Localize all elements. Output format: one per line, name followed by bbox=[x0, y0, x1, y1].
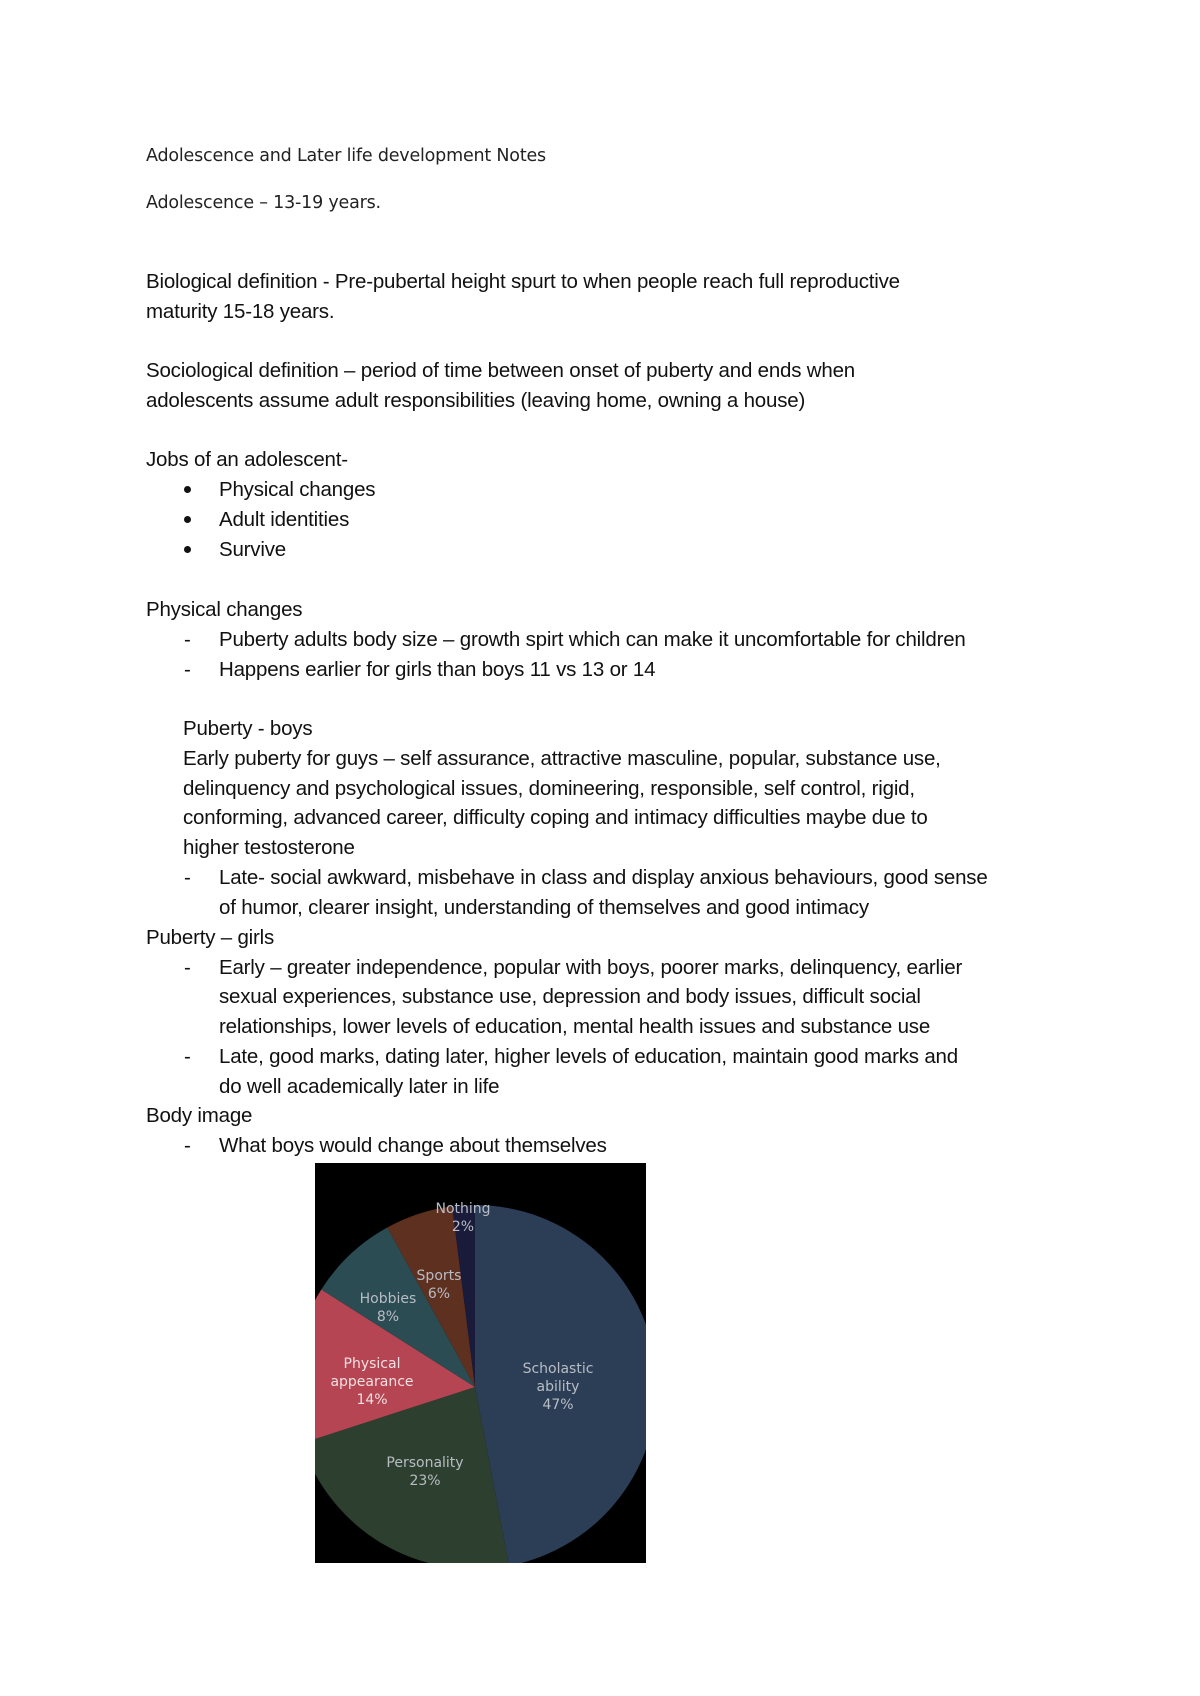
boys-late-line-2: of humor, clearer insight, understanding of themselves and good intimacy bbox=[219, 896, 869, 919]
pie-chart-image bbox=[315, 1163, 646, 1563]
puberty-girls-heading: Puberty – girls bbox=[146, 926, 275, 949]
boys-early-line-2: delinquency and psychological issues, domineering, responsible, self control, rigid, bbox=[183, 777, 915, 800]
puberty-boys-heading: Puberty - boys bbox=[183, 717, 313, 740]
girls-early-line-2: sexual experiences, substance use, depression and body issues, difficult social bbox=[219, 985, 921, 1008]
jobs-item: Physical changes bbox=[219, 478, 376, 501]
sociological-definition-line-1: Sociological definition – period of time between onset of puberty and ends when bbox=[146, 359, 856, 382]
jobs-item: Adult identities bbox=[219, 508, 350, 531]
jobs-heading: Jobs of an adolescent- bbox=[146, 448, 348, 471]
sociological-definition-line-2: adolescents assume adult responsibilities (leaving home, owning a house) bbox=[146, 389, 806, 412]
pie-label-scholastic-ability: Scholastic ability 47% bbox=[522, 1361, 594, 1413]
dash-marker: - bbox=[184, 1045, 191, 1068]
girls-late-line-2: do well academically later in life bbox=[219, 1075, 500, 1098]
document-title: Adolescence and Later life development Notes bbox=[146, 146, 546, 166]
dash-marker: - bbox=[184, 658, 191, 681]
pie-label-sports: Sports 6% bbox=[416, 1268, 462, 1302]
girls-early-line-3: relationships, lower levels of education, mental health issues and substance use bbox=[219, 1015, 931, 1038]
bullet-dot bbox=[184, 486, 191, 493]
girls-early-line-1: Early – greater independence, popular with boys, poorer marks, delinquency, earlier bbox=[219, 956, 963, 979]
boys-early-line-3: conforming, advanced career, difficulty coping and intimacy difficulties maybe due to bbox=[183, 806, 928, 829]
bullet-dot bbox=[184, 546, 191, 553]
jobs-item: Survive bbox=[219, 538, 286, 561]
physical-changes-item: Puberty adults body size – growth spirt which can make it uncomfortable for children bbox=[219, 628, 966, 651]
bullet-dot bbox=[184, 516, 191, 523]
biological-definition-line-2: maturity 15-18 years. bbox=[146, 300, 335, 323]
age-range-line: Adolescence – 13-19 years. bbox=[146, 193, 381, 213]
girls-late-line-1: Late, good marks, dating later, higher levels of education, maintain good marks and bbox=[219, 1045, 958, 1068]
pie-label-personality: Personality 23% bbox=[386, 1455, 464, 1489]
pie-chart bbox=[315, 1163, 646, 1563]
boys-late-line-1: Late- social awkward, misbehave in class and display anxious behaviours, good sense bbox=[219, 866, 988, 889]
body-image-item: What boys would change about themselves bbox=[219, 1134, 607, 1157]
boys-early-line-4: higher testosterone bbox=[183, 836, 355, 859]
physical-changes-item: Happens earlier for girls than boys 11 vs 13 or 14 bbox=[219, 658, 656, 681]
boys-early-line-1: Early puberty for guys – self assurance, attractive masculine, popular, substance use, bbox=[183, 747, 941, 770]
pie-label-hobbies: Hobbies 8% bbox=[359, 1291, 417, 1325]
body-image-heading: Body image bbox=[146, 1104, 253, 1127]
dash-marker: - bbox=[184, 628, 191, 651]
dash-marker: - bbox=[184, 1134, 191, 1157]
biological-definition-line-1: Biological definition - Pre-pubertal height spurt to when people reach full reproductive bbox=[146, 270, 900, 293]
pie-label-physical-appearance: Physical appearance 14% bbox=[330, 1356, 414, 1408]
dash-marker: - bbox=[184, 956, 191, 979]
physical-changes-heading: Physical changes bbox=[146, 598, 303, 621]
pie-label-nothing: Nothing 2% bbox=[435, 1201, 491, 1235]
dash-marker: - bbox=[184, 866, 191, 889]
